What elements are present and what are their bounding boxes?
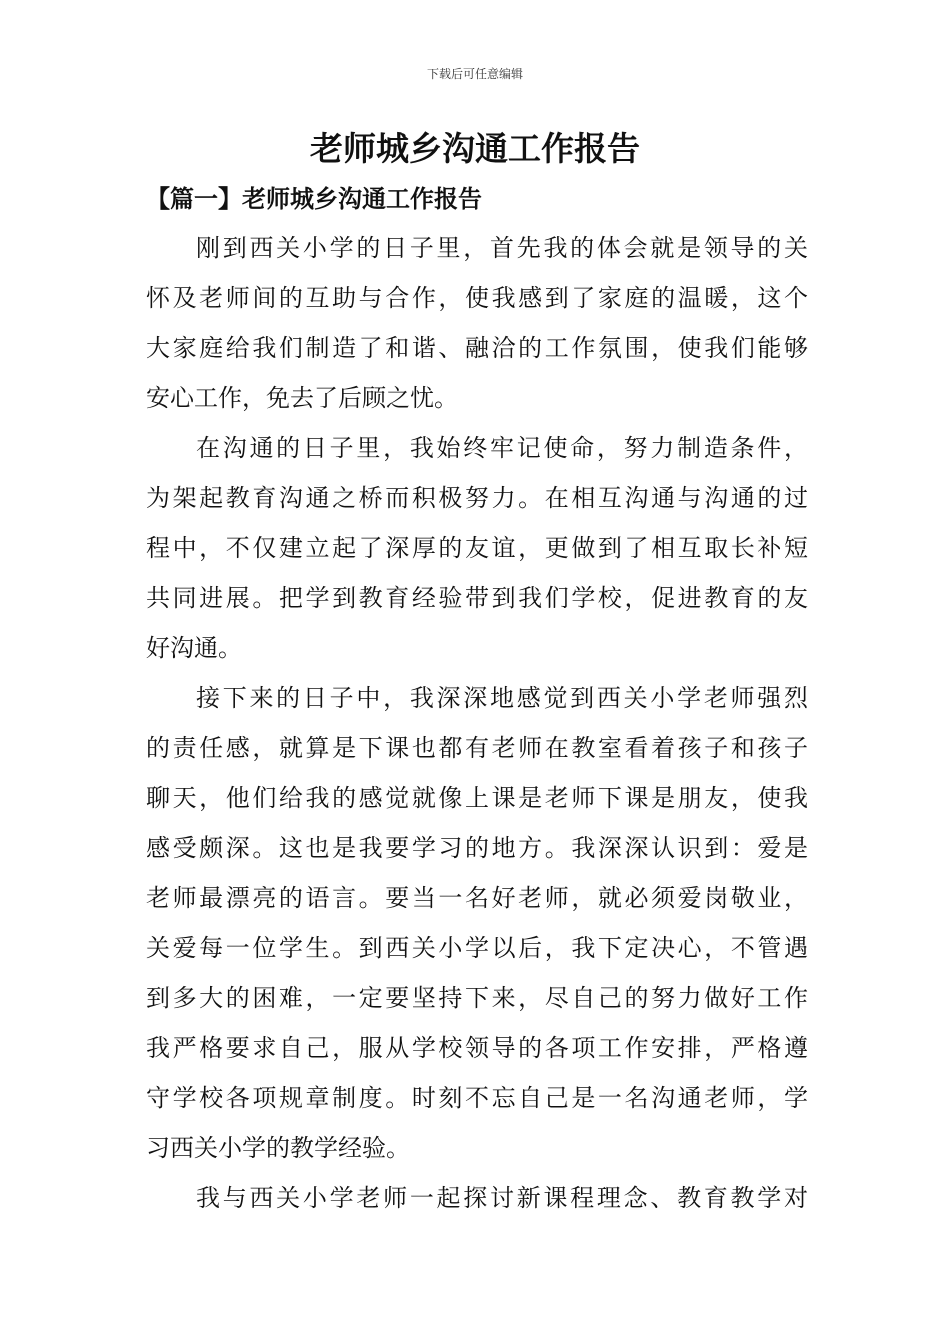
paragraph-line: 程中，不仅建立起了深厚的友谊，更做到了相互取长补短 [146, 534, 808, 562]
paragraph-line: 安心工作，免去了后顾之忧。 [146, 384, 458, 412]
paragraph-line: 刚到西关小学的日子里，首先我的体会就是领导的关 [196, 234, 808, 262]
paragraph-line: 老师最漂亮的语言。要当一名好老师，就必须爱岗敬业， [146, 884, 808, 912]
paragraph-line: 的责任感，就算是下课也都有老师在教室看着孩子和孩子 [146, 734, 808, 762]
paragraph-line: 习西关小学的教学经验。 [146, 1134, 410, 1162]
document-title: 老师城乡沟通工作报告 [310, 129, 640, 168]
paragraph-line: 关爱每一位学生。到西关小学以后，我下定决心，不管遇 [146, 934, 808, 962]
paragraph-line: 接下来的日子中，我深深地感觉到西关小学老师强烈 [196, 684, 808, 712]
paragraph-line: 感受颇深。这也是我要学习的地方。我深深认识到：爱是 [146, 834, 808, 862]
paragraph-line: 共同进展。把学到教育经验带到我们学校，促进教育的友 [146, 584, 808, 612]
section-heading: 【篇一】老师城乡沟通工作报告 [146, 184, 482, 213]
paragraph-line: 大家庭给我们制造了和谐、融洽的工作氛围，使我们能够 [146, 334, 808, 362]
paragraph-line: 为架起教育沟通之桥而积极努力。在相互沟通与沟通的过 [146, 484, 808, 512]
paragraph-line: 在沟通的日子里，我始终牢记使命，努力制造条件， [196, 434, 808, 462]
paragraph-line: 到多大的困难，一定要坚持下来，尽自己的努力做好工作 [146, 984, 808, 1012]
paragraph-line: 守学校各项规章制度。时刻不忘自己是一名沟通老师，学 [146, 1084, 808, 1112]
page-header-note: 下载后可任意编辑 [426, 67, 523, 81]
paragraph-line: 好沟通。 [146, 634, 242, 662]
paragraph-line: 我与西关小学老师一起探讨新课程理念、教育教学对 [196, 1184, 808, 1212]
paragraph-line: 聊天，他们给我的感觉就像上课是老师下课是朋友，使我 [146, 784, 808, 812]
paragraph-line: 怀及老师间的互助与合作，使我感到了家庭的温暖，这个 [146, 284, 808, 312]
paragraph-line: 我严格要求自己，服从学校领导的各项工作安排，严格遵 [146, 1034, 808, 1062]
